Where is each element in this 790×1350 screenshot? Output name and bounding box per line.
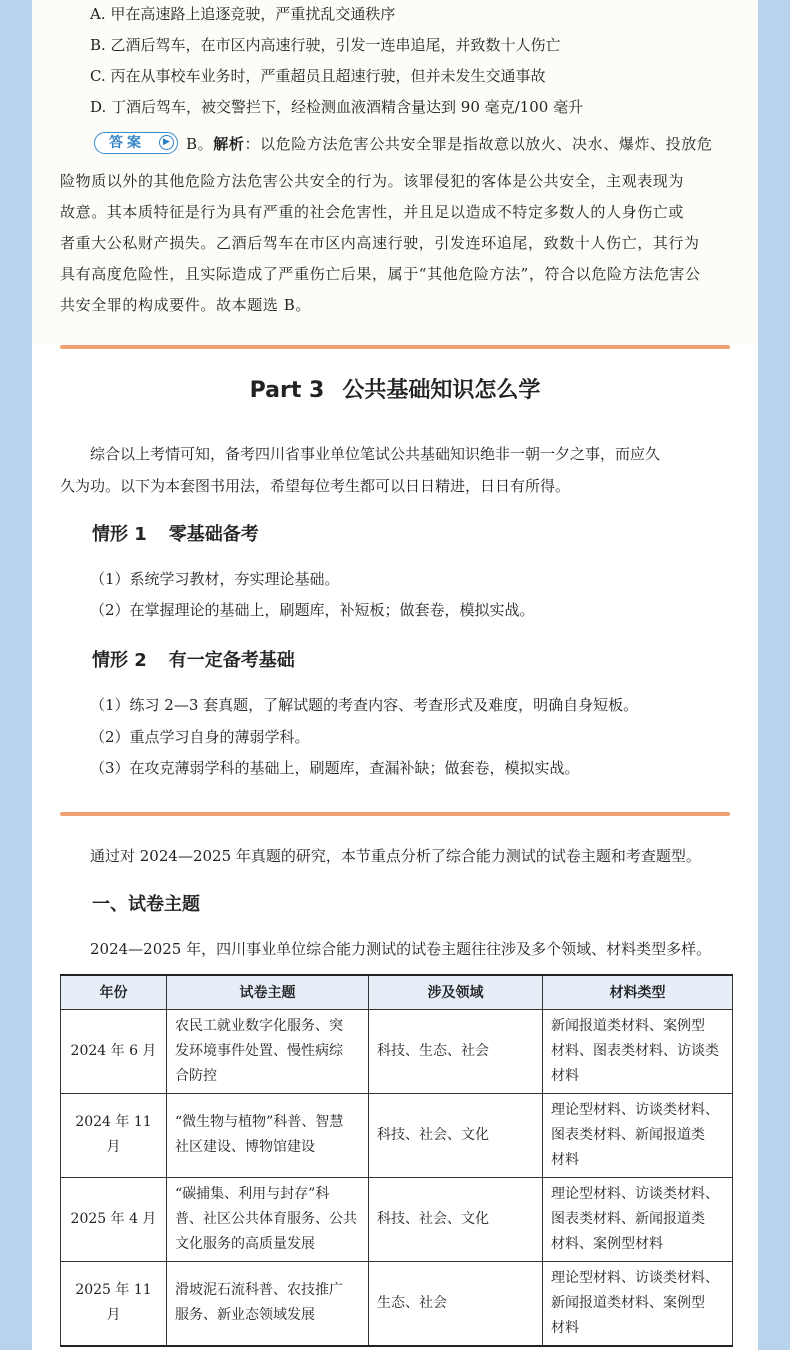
cell-year: 2024 年 11 月 [61, 1093, 167, 1177]
analysis-first-line [186, 134, 712, 154]
table-row [61, 1093, 733, 1177]
option-b: B. 乙酒后驾车，在市区内高速行驶，引发一连串追尾，并致数十人伤亡 [90, 36, 561, 54]
cell-year: 2025 年 11 月 [61, 1261, 167, 1346]
case-1-item: （2）在掌握理论的基础上，刷题库，补短板；做套卷，模拟实战。 [90, 601, 535, 619]
cell-domains: 科技、社会、文化 [369, 1177, 543, 1261]
table-header-row [61, 975, 733, 1009]
cell-theme: 农民工就业数字化服务、突 发环境事件处置、慢性病综 合防控 [167, 1009, 369, 1093]
analysis-line: 共安全罪的构成要件。故本题选 B。 [60, 296, 311, 314]
cell-materials: 新闻报道类材料、案例型 材料、图表类材料、访谈类 材料 [543, 1009, 733, 1093]
case-1-title: 零基础备考 [168, 524, 259, 545]
analysis-line: 险物质以外的其他危险方法危害公共安全的行为。该罪侵犯的客体是公共安全，主观表现为 [60, 172, 685, 190]
cell-materials: 理论型材料、访谈类材料、 新闻报道类材料、案例型 材料 [543, 1261, 733, 1346]
cell-domains: 生态、社会 [369, 1261, 543, 1346]
header-theme: 试卷主题 [167, 975, 369, 1009]
cell-year: 2025 年 4 月 [61, 1177, 167, 1261]
cell-year: 2024 年 6 月 [61, 1009, 167, 1093]
option-a: A. 甲在高速路上追逐竞驶，严重扰乱交通秩序 [90, 5, 396, 23]
cell-domains: 科技、社会、文化 [369, 1093, 543, 1177]
case-2-label: 情形 2 [92, 650, 147, 671]
answer-label: 答案 [109, 135, 145, 151]
part-label: Part 3 [249, 378, 325, 403]
analysis-line: 具有高度危险性，且实际造成了严重伤亡后果，属于“其他危险方法”，符合以危险方法危害公 [60, 265, 701, 283]
analysis-label: 解析 [213, 135, 245, 153]
analysis-intro: 通过对 2024—2025 年真题的研究，本节重点分析了综合能力测试的试卷主题和考查题型。 [90, 847, 701, 865]
cell-theme: “微生物与植物”科普、智慧 社区建设、博物馆建设 [167, 1093, 369, 1177]
part-heading: 公共基础知识怎么学 [342, 378, 541, 403]
header-materials: 材料类型 [543, 975, 733, 1009]
answer-choice: B。 [186, 135, 214, 153]
case-2-heading [92, 649, 295, 673]
cell-materials: 理论型材料、访谈类材料、 图表类材料、新闻报道类 材料、案例型材料 [543, 1177, 733, 1261]
section-divider [60, 345, 730, 349]
play-arrow-icon: ▶ [159, 135, 174, 150]
header-year: 年份 [61, 975, 167, 1009]
case-1-heading [92, 523, 259, 547]
table-row [61, 1261, 733, 1346]
case-2-title: 有一定备考基础 [168, 650, 295, 671]
analysis-line: 故意。其本质特征是行为具有严重的社会危害性，并且足以造成不特定多数人的人身伤亡或 [60, 203, 685, 221]
page [32, 0, 758, 1350]
intro-paragraph-line: 久为功。以下为本套图书用法，希望每位考生都可以日日精进，日日有所得。 [60, 477, 571, 495]
option-d: D. 丁酒后驾车，被交警拦下，经检测血液酒精含量达到 90 毫克/100 毫升 [90, 98, 584, 116]
answer-badge [94, 132, 178, 154]
case-1-item: （1）系统学习教材，夯实理论基础。 [90, 570, 340, 588]
section-divider [60, 812, 730, 816]
themes-table [60, 974, 733, 1347]
part-title [32, 376, 758, 406]
option-c: C. 丙在从事校车业务时，严重超员且超速行驶，但并未发生交通事故 [90, 67, 546, 85]
case-2-item: （1）练习 2—3 套真题，了解试题的考查内容、考查形式及难度，明确自身短板。 [90, 696, 639, 714]
question-section [32, 0, 758, 344]
case-2-item: （2）重点学习自身的薄弱学科。 [90, 728, 310, 746]
analysis-line: 者重大公私财产损失。乙酒后驾车在市区内高速行驶，引发连环追尾，致数十人伤亡，其行为 [60, 234, 700, 252]
case-1-label: 情形 1 [92, 524, 147, 545]
analysis-text: ：以危险方法危害公共安全罪是指故意以放火、决水、爆炸、投放危 [244, 135, 713, 153]
table-row [61, 1009, 733, 1093]
cell-domains: 科技、生态、社会 [369, 1009, 543, 1093]
table-row [61, 1177, 733, 1261]
cell-materials: 理论型材料、访谈类材料、 图表类材料、新闻报道类 材料 [543, 1093, 733, 1177]
section-heading: 一、试卷主题 [92, 894, 200, 915]
case-2-item: （3）在攻克薄弱学科的基础上，刷题库，查漏补缺；做套卷，模拟实战。 [90, 759, 580, 777]
section-intro: 2024—2025 年，四川事业单位综合能力测试的试卷主题往往涉及多个领域、材料类型多样。 [90, 940, 712, 958]
header-domains: 涉及领域 [369, 975, 543, 1009]
intro-paragraph-line: 综合以上考情可知，备考四川省事业单位笔试公共基础知识绝非一朝一夕之事，而应久 [90, 445, 661, 463]
cell-theme: “碳捕集、利用与封存”科 普、社区公共体育服务、公共 文化服务的高质量发展 [167, 1177, 369, 1261]
cell-theme: 滑坡泥石流科普、农技推广 服务、新业态领域发展 [167, 1261, 369, 1346]
